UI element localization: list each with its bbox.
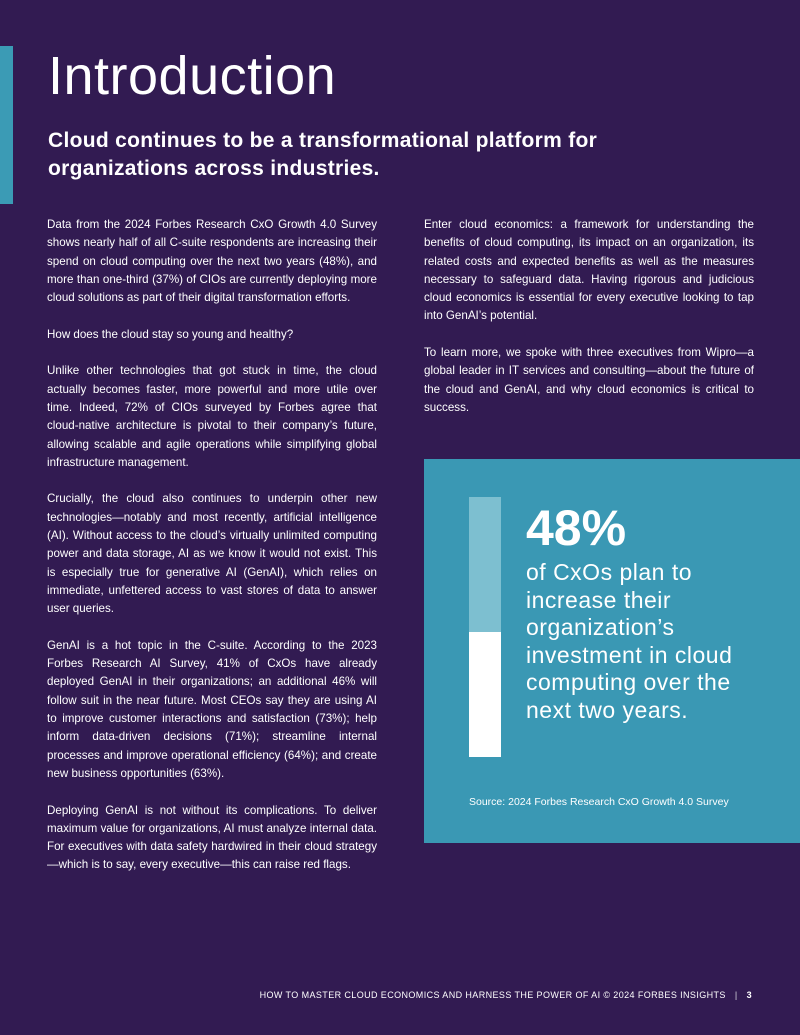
page-subtitle: Cloud continues to be a transformational platform for organizations across industries. <box>48 129 598 180</box>
paragraph: Crucially, the cloud also continues to underpin other new technologies—notably and most recently, artificial intelligence (AI). Without access to the cloud’s virtually unlimited computing power and data storage, AI as we know it would not exist. This is especially true for generative AI (GenAI), which relies on immediate, unfettered access to vast stores of data to answer user queries. <box>47 492 377 616</box>
footer-separator: | <box>734 990 738 1000</box>
paragraph: GenAI is a hot topic in the C-suite. According to the 2023 Forbes Research AI Survey, 41% of CxOs have already deployed GenAI in their organizations; an additional 46% will follow suit in the near future. Most CEOs say they are using AI to improve customer interactions and satisfaction (73%); help inform data-driven decisions (71%); streamline internal processes and improve operational efficiency (64%); and create new business opportunities (63%). <box>47 638 377 780</box>
paragraph: Unlike other technologies that got stuck in time, the cloud actually becomes faster, more powerful and more utile over time. Indeed, 72% of CIOs surveyed by Forbes agree that cloud-native architecture is pivotal to their company’s future, allowing scalable and agile operations while simplifying global infrastructure management. <box>47 364 377 469</box>
stat-source: Source: 2024 Forbes Research CxO Growth 4.0 Survey <box>469 796 729 808</box>
stat-value: 48% <box>526 500 627 556</box>
stat-bar-remainder <box>469 497 501 632</box>
right-column <box>424 216 754 436</box>
stat-description: of CxOs plan to increase their organization’s investment in cloud computing over the next two years. <box>526 559 733 723</box>
stat-callout <box>424 459 800 843</box>
paragraph: Deploying GenAI is not without its complications. To deliver maximum value for organizations, AI must analyze internal data. For executives with data safety hardwired in their cloud strategy—which is to say, every executive—this can raise red flags. <box>47 803 377 872</box>
paragraph: Enter cloud economics: a framework for understanding the benefits of cloud computing, its impact on an organization, its related costs and expected benefits as well as the measures necessary to safeguard data. Having rigorous and judicious cloud economics is essential for every executive looking to tap into GenAI’s potential. <box>424 218 754 323</box>
page-footer <box>260 990 752 1000</box>
stat-bar-fill <box>469 632 501 757</box>
page-title: Introduction <box>48 46 337 106</box>
paragraph: To learn more, we spoke with three executives from Wipro—a global leader in IT services and consulting—about the future of the cloud and GenAI, and why cloud economics is critical to success. <box>424 346 754 414</box>
page-number: 3 <box>746 990 752 1000</box>
accent-bar <box>0 46 13 204</box>
left-column <box>47 216 377 893</box>
paragraph: Data from the 2024 Forbes Research CxO Growth 4.0 Survey shows nearly half of all C-suite respondents are increasing their spend on cloud computing over the next two years (48%), and more than one-third (37%) of CIOs are currently deploying more cloud solutions as part of their digital transformation efforts. <box>47 218 377 305</box>
footer-text: HOW TO MASTER CLOUD ECONOMICS AND HARNESS THE POWER OF AI © 2024 FORBES INSIGHTS <box>259 990 726 1000</box>
paragraph: How does the cloud stay so young and healthy? <box>47 327 294 341</box>
